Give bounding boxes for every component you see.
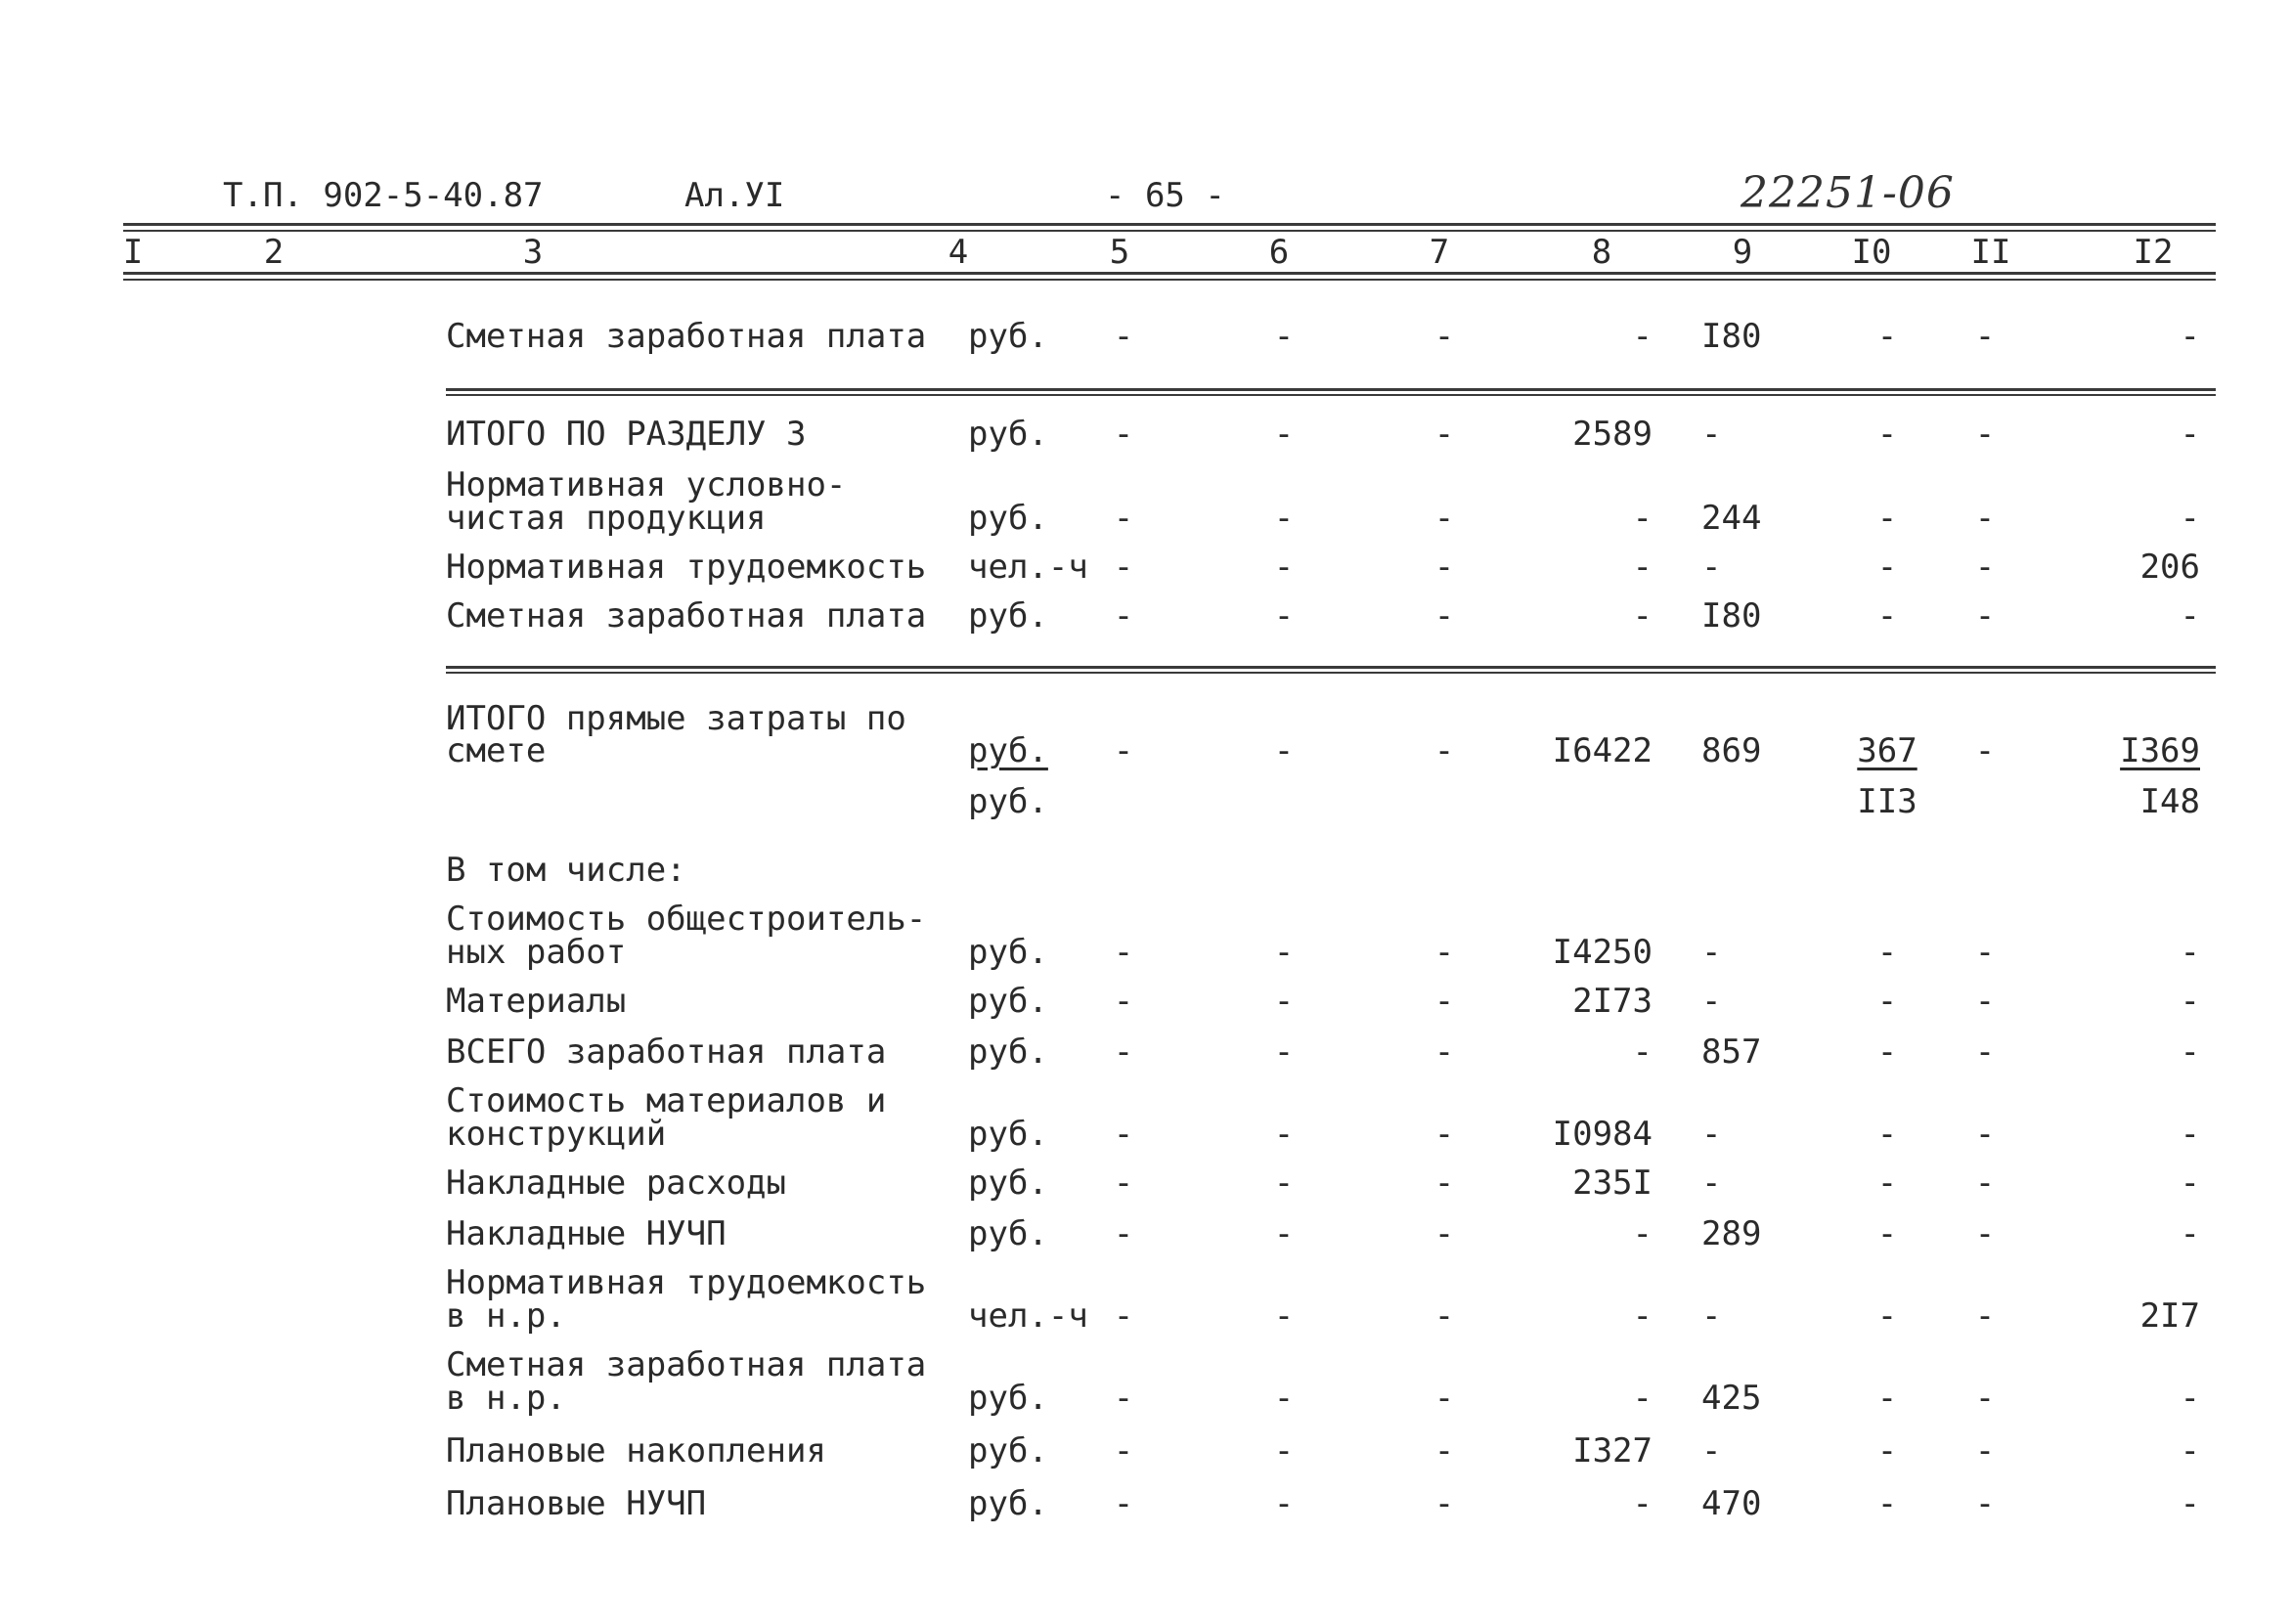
cell-col10: - — [1876, 1214, 1898, 1253]
cell-col11: - — [1974, 1379, 1996, 1418]
table-row — [0, 1163, 2292, 1203]
table-row — [0, 548, 2292, 587]
cell-col9: - — [1701, 982, 1722, 1021]
document-code: Т.П. 902-5-40.87 — [223, 176, 544, 215]
column-number: 4 — [948, 233, 969, 272]
cell-col10: - — [1876, 1431, 1898, 1470]
cell-col10: - — [1876, 415, 1898, 454]
cell-col9: 289 — [1701, 1214, 1762, 1253]
section-divider-2 — [446, 394, 2216, 396]
table-row — [0, 1032, 2292, 1072]
row-unit: руб. — [968, 415, 1048, 454]
including-label: В том числе: — [446, 851, 686, 890]
row-name: Сметная заработная плата — [446, 596, 927, 636]
cell-col12: - — [2180, 499, 2200, 538]
row-unit: руб. — [968, 317, 1048, 356]
cell-col7: - — [1433, 933, 1455, 972]
cell-col6: - — [1273, 933, 1295, 972]
row-name: Нормативная трудоемкость — [446, 1263, 927, 1302]
cell-col10: - — [1876, 1115, 1898, 1154]
cell-col11: - — [1974, 1431, 1996, 1470]
table-row — [0, 933, 2292, 972]
cell-col12: I369 — [2120, 731, 2200, 770]
row-name: ИТОГО прямые затраты по — [446, 699, 906, 738]
cell-col9: I80 — [1701, 596, 1762, 636]
cell-col7: - — [1433, 1115, 1455, 1154]
cell-col12: I48 — [2139, 782, 2200, 821]
cell-col6: - — [1273, 317, 1295, 356]
cell-col7: - — [1433, 1214, 1455, 1253]
row-name-continued: в н.р. — [446, 1379, 566, 1418]
column-number: 7 — [1429, 233, 1450, 272]
row-name: Материалы — [446, 982, 627, 1021]
row-name: Накладные НУЧП — [446, 1214, 727, 1253]
cell-col6: - — [1273, 596, 1295, 636]
header-bottom-rule — [123, 272, 2216, 275]
cell-col9: 470 — [1701, 1484, 1762, 1523]
cell-col7: - — [1433, 548, 1455, 587]
cell-col8: - — [1632, 1214, 1653, 1253]
cell-col8: 2I73 — [1572, 982, 1653, 1021]
table-row — [0, 1484, 2292, 1523]
cell-col8: - — [1632, 1379, 1653, 1418]
row-unit: руб. — [968, 982, 1048, 1021]
cell-col10: - — [1876, 317, 1898, 356]
column-number: I2 — [2133, 233, 2174, 272]
row-unit: руб. — [968, 596, 1048, 636]
cell-col7: - — [1433, 596, 1455, 636]
cell-col8: - — [1632, 499, 1653, 538]
cell-col5: - — [1113, 1032, 1134, 1072]
cell-col8: I6422 — [1552, 731, 1653, 770]
cell-col8: - — [1632, 1484, 1653, 1523]
cell-col7: - — [1433, 1296, 1455, 1336]
cell-col5: - — [1113, 1163, 1134, 1203]
cell-col8: - — [1632, 1032, 1653, 1072]
column-number: 6 — [1268, 233, 1290, 272]
table-row — [0, 1379, 2292, 1418]
cell-col6: - — [1273, 1484, 1295, 1523]
cell-col5: - — [1113, 1379, 1134, 1418]
column-number: 3 — [522, 233, 544, 272]
section-divider — [446, 388, 2216, 391]
row-unit: руб. — [968, 933, 1048, 972]
cell-col11: - — [1974, 415, 1996, 454]
cell-col5: - — [1113, 499, 1134, 538]
cell-col11: - — [1974, 317, 1996, 356]
column-number: 5 — [1109, 233, 1130, 272]
row-name: Сметная заработная плата — [446, 1345, 927, 1384]
header-top-rule-2 — [123, 230, 2216, 232]
cell-col10: 367 — [1857, 731, 1917, 770]
row-unit: чел.-ч — [968, 1296, 1088, 1336]
cell-col10: - — [1876, 596, 1898, 636]
cell-col9: 244 — [1701, 499, 1762, 538]
cell-col8: 2589 — [1572, 415, 1653, 454]
cell-col7: - — [1433, 1431, 1455, 1470]
cell-col5: - — [1113, 1431, 1134, 1470]
cell-col8: I327 — [1572, 1431, 1653, 1470]
row-name-continued: конструкций — [446, 1115, 667, 1154]
cell-col10: II3 — [1857, 782, 1917, 821]
cell-col12: - — [2180, 1379, 2200, 1418]
table-row — [0, 982, 2292, 1021]
cell-col10: - — [1876, 933, 1898, 972]
cell-col10: - — [1876, 1296, 1898, 1336]
row-name: ВСЕГО заработная плата — [446, 1032, 887, 1072]
cell-col10: - — [1876, 499, 1898, 538]
cell-col6: - — [1273, 731, 1295, 770]
row-name-continued: ных работ — [446, 933, 627, 972]
cell-col9: - — [1701, 1296, 1722, 1336]
album-number: Ал.УI — [684, 176, 785, 215]
cell-col9: - — [1701, 933, 1722, 972]
row-unit: руб. — [968, 731, 1048, 770]
cell-col12: - — [2180, 415, 2200, 454]
cell-col9: 869 — [1701, 731, 1762, 770]
cell-col11: - — [1974, 499, 1996, 538]
row-name: Нормативная условно- — [446, 465, 847, 505]
cell-col5: - — [1113, 1115, 1134, 1154]
cell-col8: - — [1632, 317, 1653, 356]
row-unit: руб. — [968, 1214, 1048, 1253]
cell-col6: - — [1273, 415, 1295, 454]
cell-col7: - — [1433, 415, 1455, 454]
cell-col12: - — [2180, 1484, 2200, 1523]
cell-col5: - — [1113, 548, 1134, 587]
cell-col12: 2I7 — [2139, 1296, 2200, 1336]
cell-col7: - — [1433, 982, 1455, 1021]
cell-col6: - — [1273, 1296, 1295, 1336]
cell-col9: 425 — [1701, 1379, 1762, 1418]
cell-col7: - — [1433, 731, 1455, 770]
section-divider — [446, 666, 2216, 669]
cell-col6: - — [1273, 1379, 1295, 1418]
cell-col12: - — [2180, 596, 2200, 636]
row-unit: чел.-ч — [968, 548, 1088, 587]
cell-col8: - — [1632, 548, 1653, 587]
cell-col12: - — [2180, 1163, 2200, 1203]
cell-col5: - — [1113, 415, 1134, 454]
cell-col11: - — [1974, 1032, 1996, 1072]
cell-col5: - — [1113, 1296, 1134, 1336]
row-name: Нормативная трудоемкость — [446, 548, 927, 587]
row-unit: руб. — [968, 1379, 1048, 1418]
cell-col7: - — [1433, 1484, 1455, 1523]
cell-col6: - — [1273, 1115, 1295, 1154]
row-name-continued: смете — [446, 731, 547, 770]
cell-col11: - — [1974, 596, 1996, 636]
cell-col12: - — [2180, 1115, 2200, 1154]
row-name: ИТОГО ПО РАЗДЕЛУ 3 — [446, 415, 807, 454]
table-row — [0, 731, 2292, 770]
table-row — [0, 1214, 2292, 1253]
cell-col8: - — [1632, 1296, 1653, 1336]
table-row — [0, 1115, 2292, 1154]
column-number: 9 — [1732, 233, 1753, 272]
row-name: Стоимость материалов и — [446, 1081, 887, 1120]
cell-col10: - — [1876, 1032, 1898, 1072]
cell-col12: 206 — [2139, 548, 2200, 587]
row-name: Плановые НУЧП — [446, 1484, 707, 1523]
row-unit: руб. — [968, 782, 1048, 821]
cell-col9: 857 — [1701, 1032, 1762, 1072]
row-name: Сметная заработная плата — [446, 317, 927, 356]
column-number: I0 — [1851, 233, 1892, 272]
cell-col8: I4250 — [1552, 933, 1653, 972]
column-number: 2 — [263, 233, 285, 272]
cell-col6: - — [1273, 548, 1295, 587]
cell-col12: - — [2180, 1214, 2200, 1253]
cell-col11: - — [1974, 1115, 1996, 1154]
cell-col5: - — [1113, 1484, 1134, 1523]
table-row — [0, 1431, 2292, 1470]
cell-col11: - — [1974, 1484, 1996, 1523]
column-number: II — [1970, 233, 2011, 272]
cell-col11: - — [1974, 1163, 1996, 1203]
cell-col11: - — [1974, 548, 1996, 587]
row-unit: руб. — [968, 1431, 1048, 1470]
cell-col6: - — [1273, 1431, 1295, 1470]
row-unit: руб. — [968, 1032, 1048, 1072]
cell-col5: - — [1113, 1214, 1134, 1253]
column-number: 8 — [1591, 233, 1612, 272]
cell-col8: - — [1632, 596, 1653, 636]
table-row — [0, 1296, 2292, 1336]
cell-col11: - — [1974, 982, 1996, 1021]
cell-col6: - — [1273, 1163, 1295, 1203]
cell-col8: 235I — [1572, 1163, 1653, 1203]
row-name: Стоимость общестроитель- — [446, 900, 927, 939]
cell-col10: - — [1876, 1163, 1898, 1203]
cell-col5: - — [1113, 982, 1134, 1021]
cell-col11: - — [1974, 1214, 1996, 1253]
table-row — [0, 499, 2292, 538]
cell-col6: - — [1273, 1032, 1295, 1072]
cell-col12: - — [2180, 933, 2200, 972]
row-name-continued: чистая продукция — [446, 499, 767, 538]
cell-col7: - — [1433, 1032, 1455, 1072]
table-row — [0, 317, 2292, 356]
cell-col12: - — [2180, 317, 2200, 356]
cell-col11: - — [1974, 933, 1996, 972]
table-row — [0, 851, 2292, 890]
cell-col12: - — [2180, 1431, 2200, 1470]
cell-col5: - — [1113, 933, 1134, 972]
row-name: Накладные расходы — [446, 1163, 786, 1203]
cell-col7: - — [1433, 317, 1455, 356]
cell-col12: - — [2180, 1032, 2200, 1072]
row-unit: руб. — [968, 499, 1048, 538]
row-unit: руб. — [968, 1484, 1048, 1523]
cell-col11: - — [1974, 1296, 1996, 1336]
cell-col7: - — [1433, 1379, 1455, 1418]
row-unit: руб. — [968, 1115, 1048, 1154]
cell-col12: - — [2180, 982, 2200, 1021]
cell-col6: - — [1273, 1214, 1295, 1253]
cell-col10: - — [1876, 1484, 1898, 1523]
cell-col8: I0984 — [1552, 1115, 1653, 1154]
cell-col10: - — [1876, 548, 1898, 587]
cell-col9: - — [1701, 548, 1722, 587]
cell-col7: - — [1433, 499, 1455, 538]
cell-col5: - — [1113, 596, 1134, 636]
table-row — [0, 782, 2292, 821]
cell-col5: - — [1113, 317, 1134, 356]
header-bottom-rule-2 — [123, 279, 2216, 281]
cell-col9: - — [1701, 1163, 1722, 1203]
column-number: I — [122, 233, 144, 272]
table-row — [0, 596, 2292, 636]
cell-col10: - — [1876, 982, 1898, 1021]
cell-col9: - — [1701, 1115, 1722, 1154]
row-name: Плановые накопления — [446, 1431, 826, 1470]
cell-col7: - — [1433, 1163, 1455, 1203]
cell-col10: - — [1876, 1379, 1898, 1418]
handwritten-stamp-number: 22251-06 — [1741, 168, 1955, 218]
row-name-continued: в н.р. — [446, 1296, 566, 1336]
row-unit: руб. — [968, 1163, 1048, 1203]
cell-col9: - — [1701, 1431, 1722, 1470]
page-number: - 65 - — [1105, 176, 1225, 215]
cell-col6: - — [1273, 982, 1295, 1021]
section-divider-2 — [446, 672, 2216, 674]
header-top-rule — [123, 223, 2216, 226]
cell-col9: - — [1701, 415, 1722, 454]
cell-col6: - — [1273, 499, 1295, 538]
cell-col5: - — [1113, 731, 1134, 770]
cell-col9: I80 — [1701, 317, 1762, 356]
table-row — [0, 415, 2292, 454]
cell-col11: - — [1974, 731, 1996, 770]
